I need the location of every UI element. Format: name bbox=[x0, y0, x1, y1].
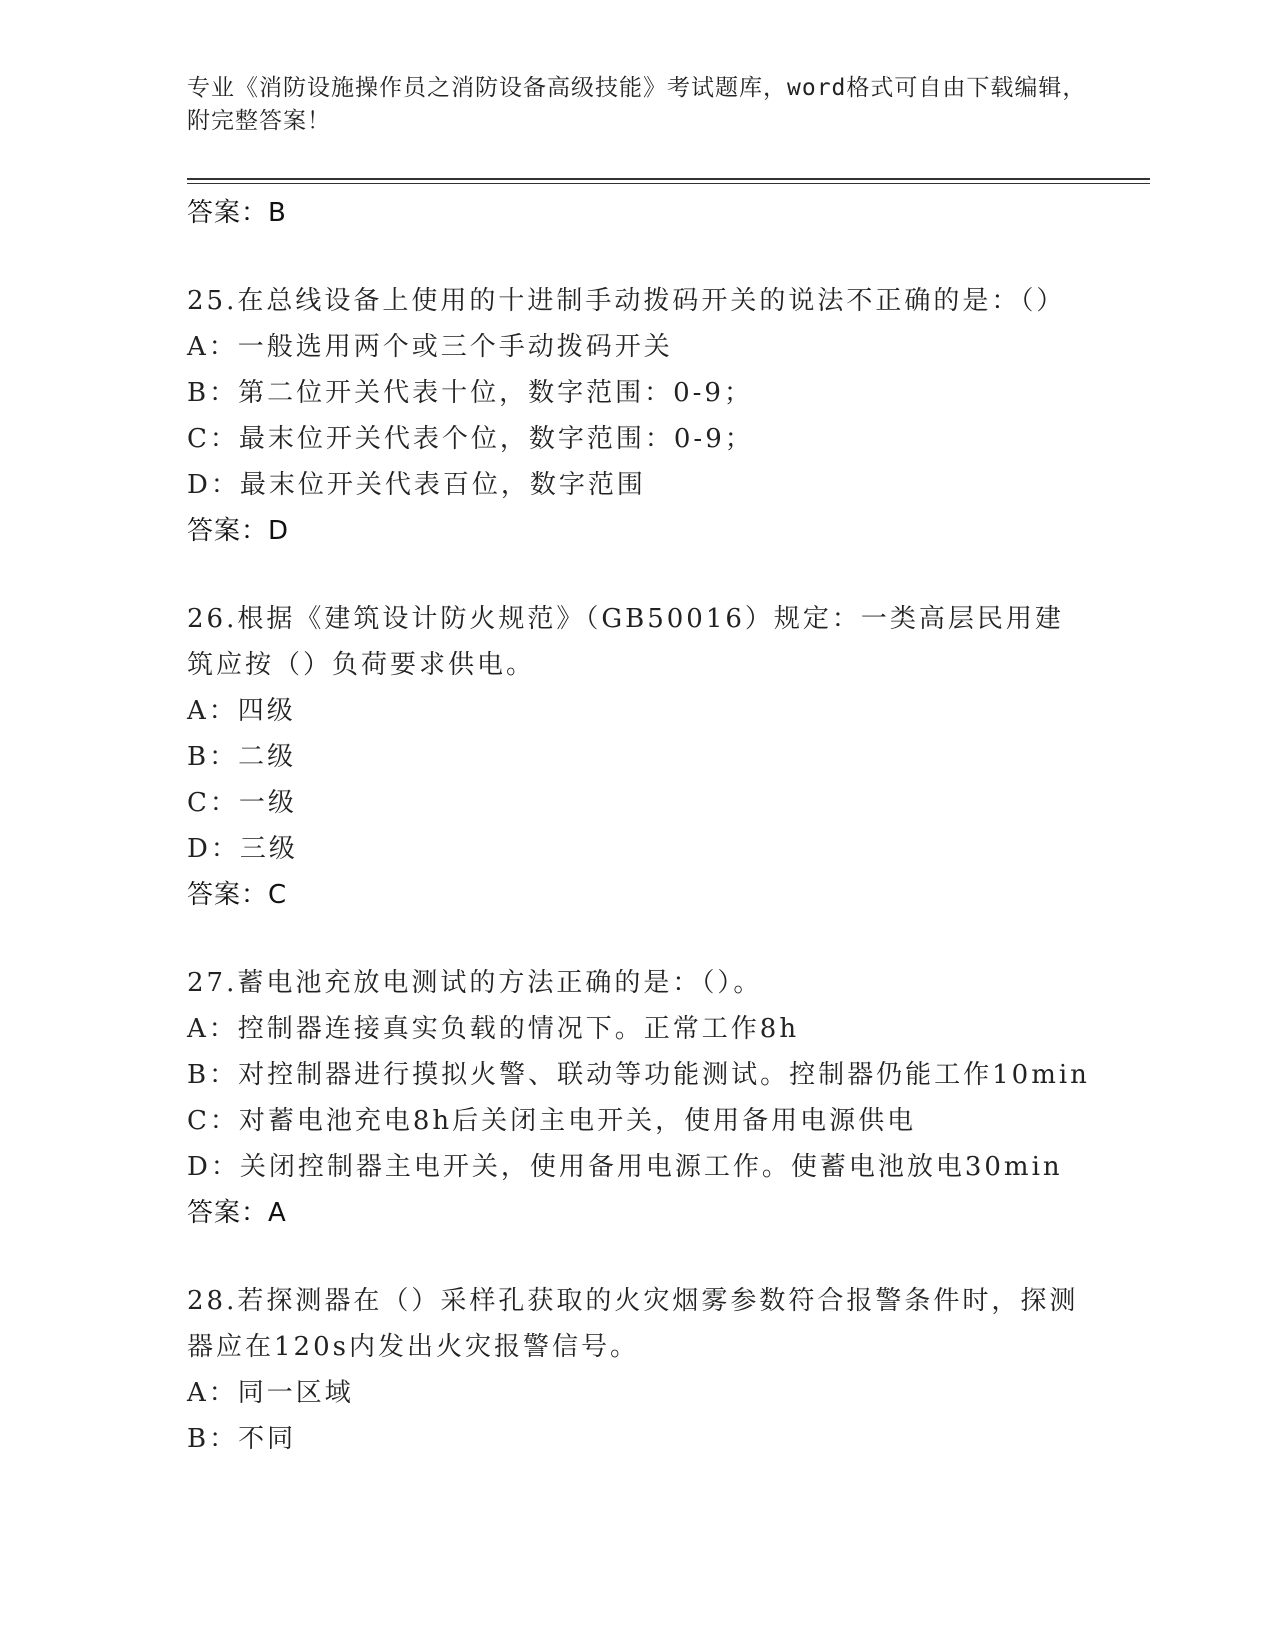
question-26 bbox=[187, 596, 1087, 918]
option-a: A：控制器连接真实负载的情况下。正常工作8h bbox=[187, 1014, 800, 1044]
option-d: D：最末位开关代表百位，数字范围 bbox=[187, 470, 646, 500]
option-b: B：第二位开关代表十位，数字范围：0-9； bbox=[187, 378, 753, 408]
previous-answer: 答案：B bbox=[187, 198, 287, 228]
header-divider-thick bbox=[187, 178, 1150, 180]
option-d: D：三级 bbox=[187, 834, 298, 864]
question-stem: 27.蓄电池充放电测试的方法正确的是：（）。 bbox=[187, 968, 763, 998]
question-28 bbox=[187, 1278, 1087, 1462]
answer-label: 答案：D bbox=[187, 516, 290, 546]
question-27 bbox=[187, 960, 1090, 1236]
option-a: A：一般选用两个或三个手动拨码开关 bbox=[187, 332, 673, 362]
option-c: C：一级 bbox=[187, 788, 297, 818]
option-b: B：二级 bbox=[187, 742, 297, 772]
question-stem: 26.根据《建筑设计防火规范》（GB50016）规定：一类高层民用建筑应按（）负荷要求供电。 bbox=[187, 604, 1064, 680]
answer-label: 答案：C bbox=[187, 880, 288, 910]
option-a: A：同一区域 bbox=[187, 1378, 354, 1408]
option-c: C：最末位开关代表个位，数字范围：0-9； bbox=[187, 424, 754, 454]
answer-label: 答案：A bbox=[187, 1198, 287, 1228]
document-header: 专业《消防设施操作员之消防设备高级技能》考试题库，word格式可自由下载编辑，附完整答案！ bbox=[187, 75, 1087, 134]
option-b: B：对控制器进行摸拟火警、联动等功能测试。控制器仍能工作10min bbox=[187, 1060, 1090, 1090]
question-25 bbox=[187, 278, 1087, 554]
option-b: B：不同 bbox=[187, 1424, 297, 1454]
question-stem: 28.若探测器在（）采样孔获取的火灾烟雾参数符合报警条件时，探测器应在120s内发出火灾报警信号。 bbox=[187, 1286, 1079, 1362]
option-d: D：关闭控制器主电开关，使用备用电源工作。使蓄电池放电30min bbox=[187, 1152, 1063, 1182]
question-list bbox=[187, 190, 1090, 1504]
option-c: C：对蓄电池充电8h后关闭主电开关，使用备用电源供电 bbox=[187, 1106, 917, 1136]
header-divider-thin bbox=[187, 183, 1150, 184]
question-stem: 25.在总线设备上使用的十进制手动拨码开关的说法不正确的是：（） bbox=[187, 286, 1066, 316]
option-a: A：四级 bbox=[187, 696, 296, 726]
